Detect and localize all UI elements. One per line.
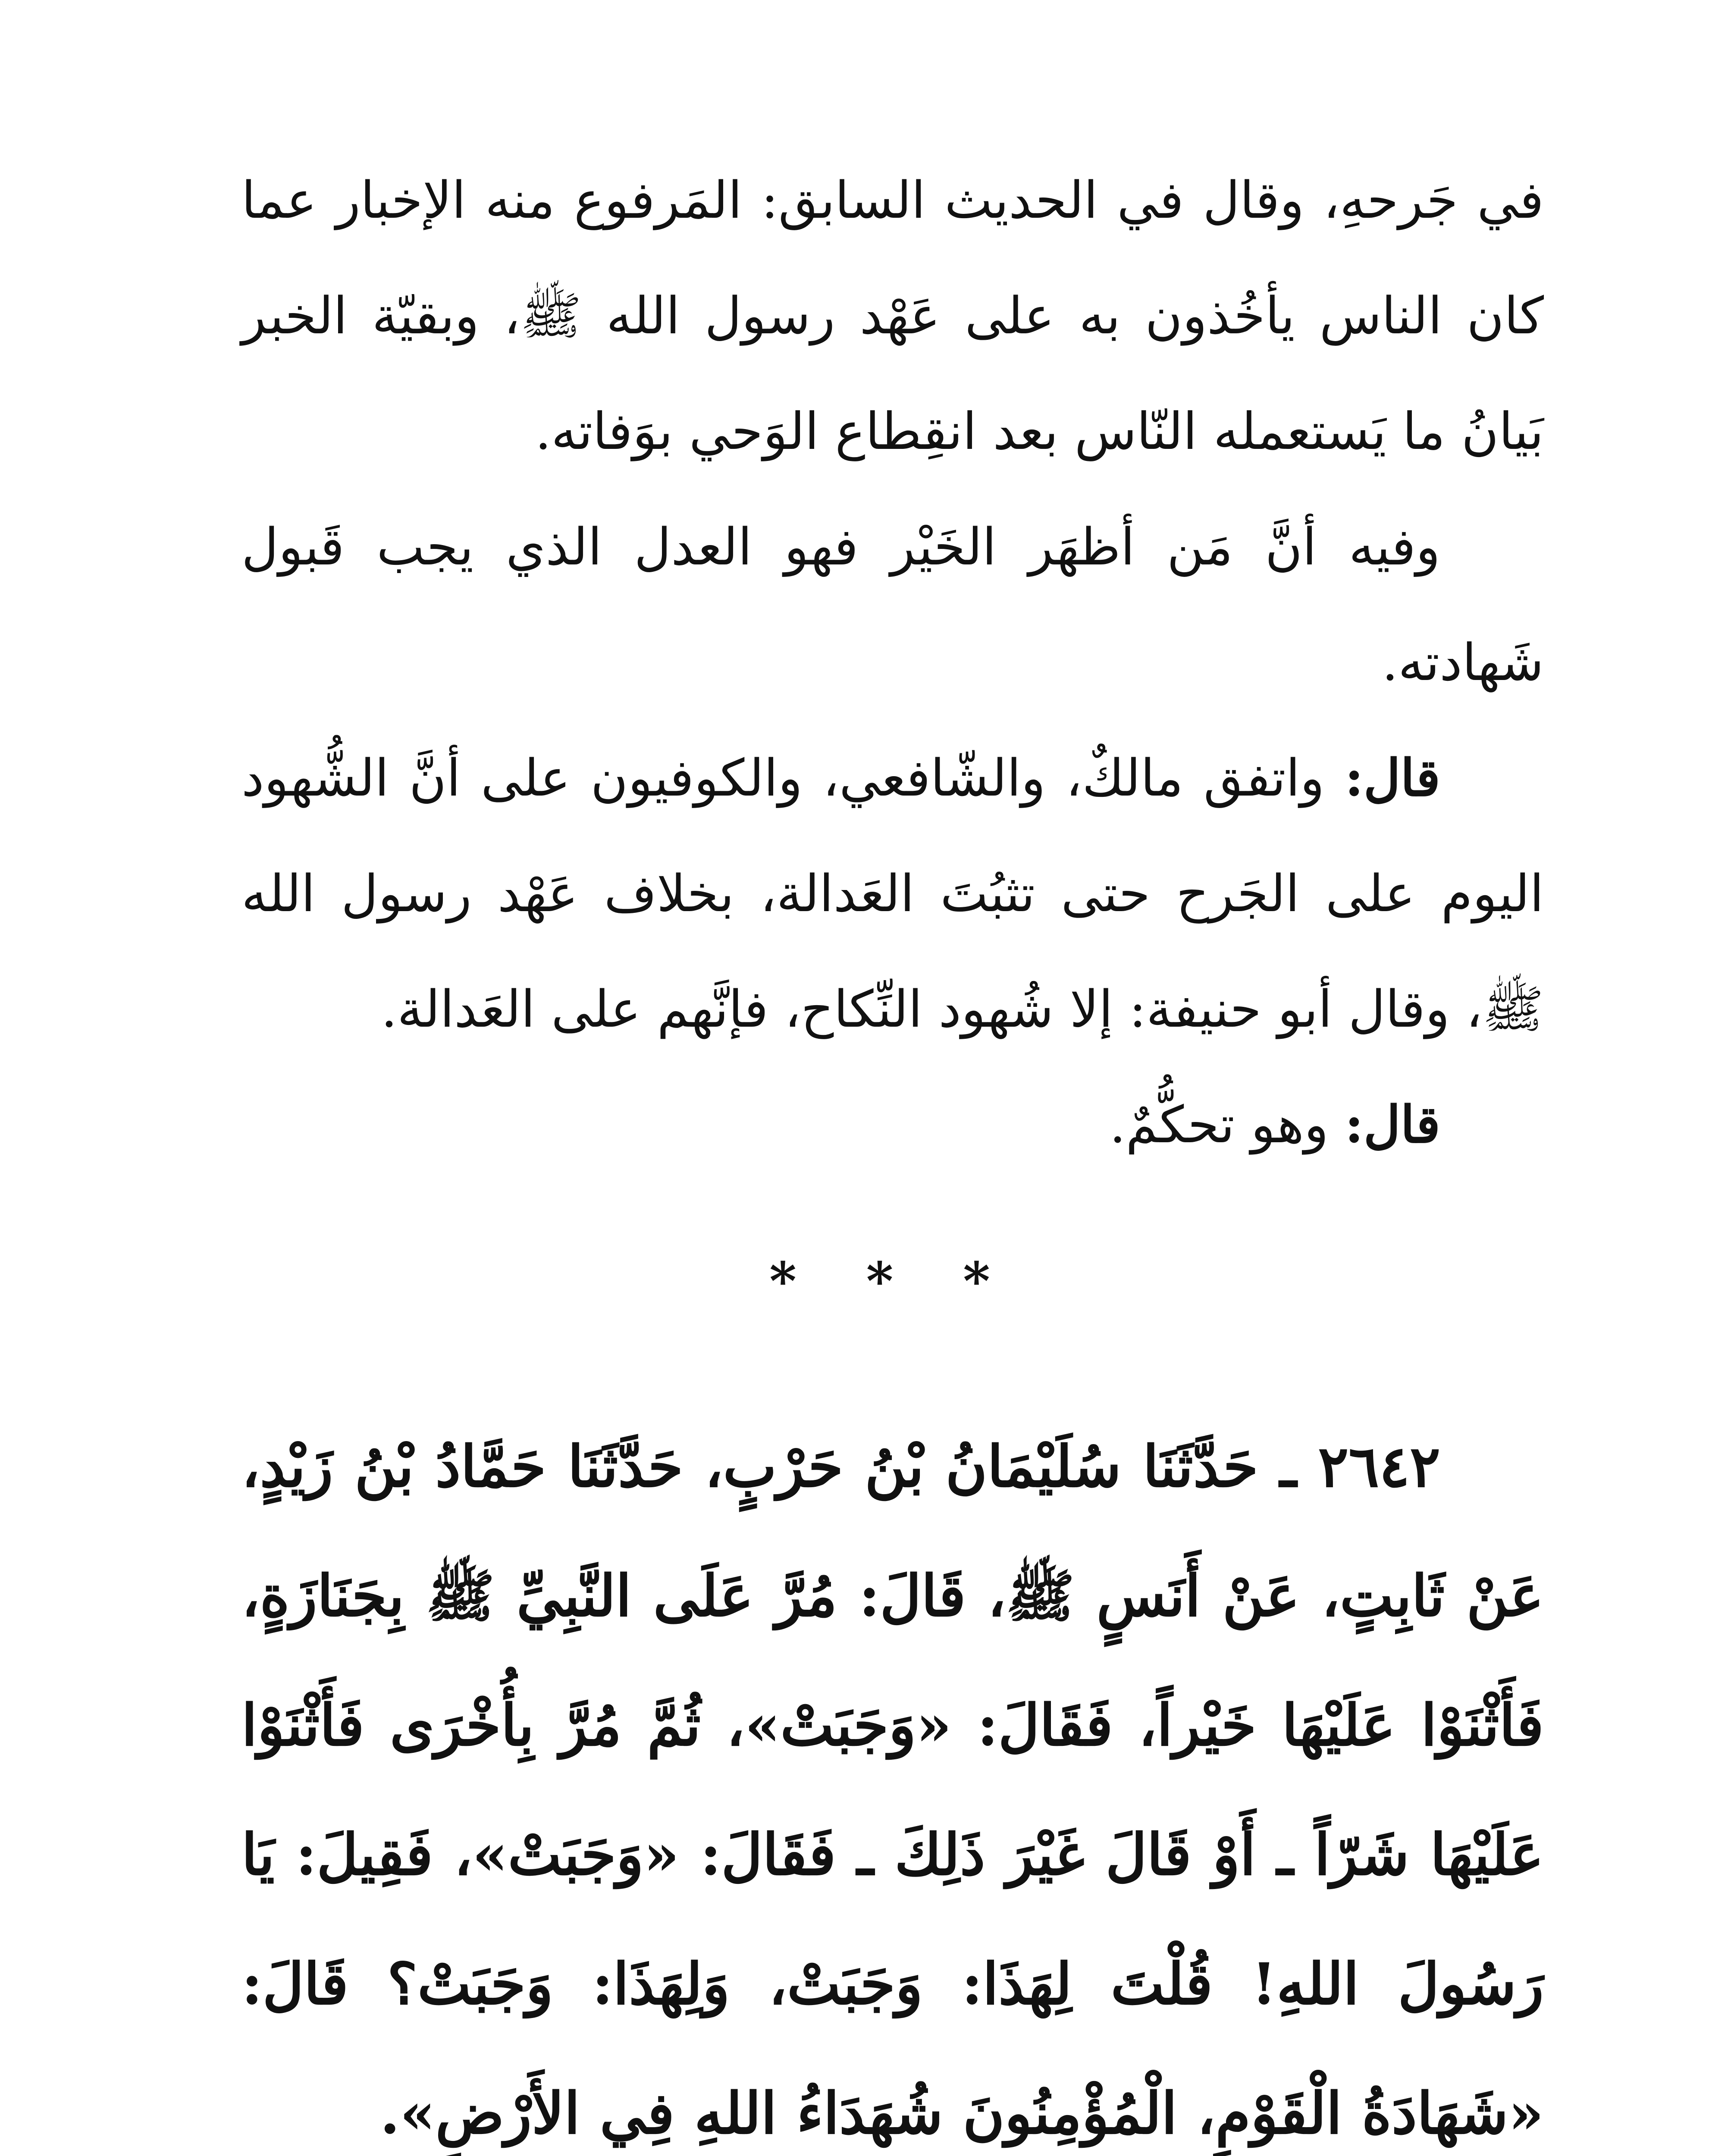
paragraph-scholars-text: واتفق مالكٌ، والشّافعي، والكوفيون على أنَّ الشُّهود اليوم على الجَرح حتى تثبُتَ العَدالة، بخلاف عَهْد رسول الله ﷺ، وقال أبو حنيفة: إلا شُهود النِّكاح، فإنَّهم على العَدالة. — [241, 748, 1544, 1039]
paragraph-remark — [241, 1067, 1544, 1182]
paragraph-scholars — [241, 720, 1544, 1067]
document-page — [241, 142, 1544, 2156]
section-separator: * * * — [769, 1251, 1016, 1312]
qal-label-2: قال: — [1345, 1094, 1440, 1154]
qal-label: قال: — [1345, 748, 1440, 808]
paragraph-testimony: وفيه أنَّ مَن أظهَر الخَيْر فهو العدل الذي يجب قَبول شَهادته. — [241, 517, 1544, 692]
hadith-text: ٢٦٤٢ ـ حَدَّثَنَا سُلَيْمَانُ بْنُ حَرْبٍ، حَدَّثَنَا حَمَّادُ بْنُ زَيْدٍ، عَنْ ثَابِتٍ، عَنْ أَنَسٍ ﷺ، قَالَ: مُرَّ عَلَى النَّبِيِّ ﷺ بِجَنَازَةٍ، فَأَثْنَوْا عَلَيْهَا خَيْراً، فَقَالَ: «وَجَبَتْ»، ثُمَّ مُرَّ بِأُخْرَى فَأَثْنَوْا عَلَيْهَا شَرّاً ـ أَوْ قَالَ غَيْرَ ذَلِكَ ـ فَقَالَ: «وَجَبَتْ»، فَقِيلَ: يَا رَسُولَ اللهِ! قُلْتَ لِهَذَا: وَجَبَتْ، وَلِهَذَا: وَجَبَتْ؟ قَالَ: «شَهَادَةُ الْقَوْمِ، الْمُؤْمِنُونَ شُهَدَاءُ اللهِ فِي الأَرْضِ». — [241, 1433, 1544, 2147]
paragraph-remark-text: وهو تحكُّمٌ. — [1109, 1095, 1329, 1154]
paragraph-narration: في جَرحهِ، وقال في الحديث السابق: المَرفوع منه الإخبار عما كان الناس يأخُذون به على عَهْد رسول الله ﷺ، وبقيّة الخبر بَيانُ ما يَستعمله النّاس بعد انقِطاع الوَحي بوَفاته. — [241, 170, 1544, 461]
